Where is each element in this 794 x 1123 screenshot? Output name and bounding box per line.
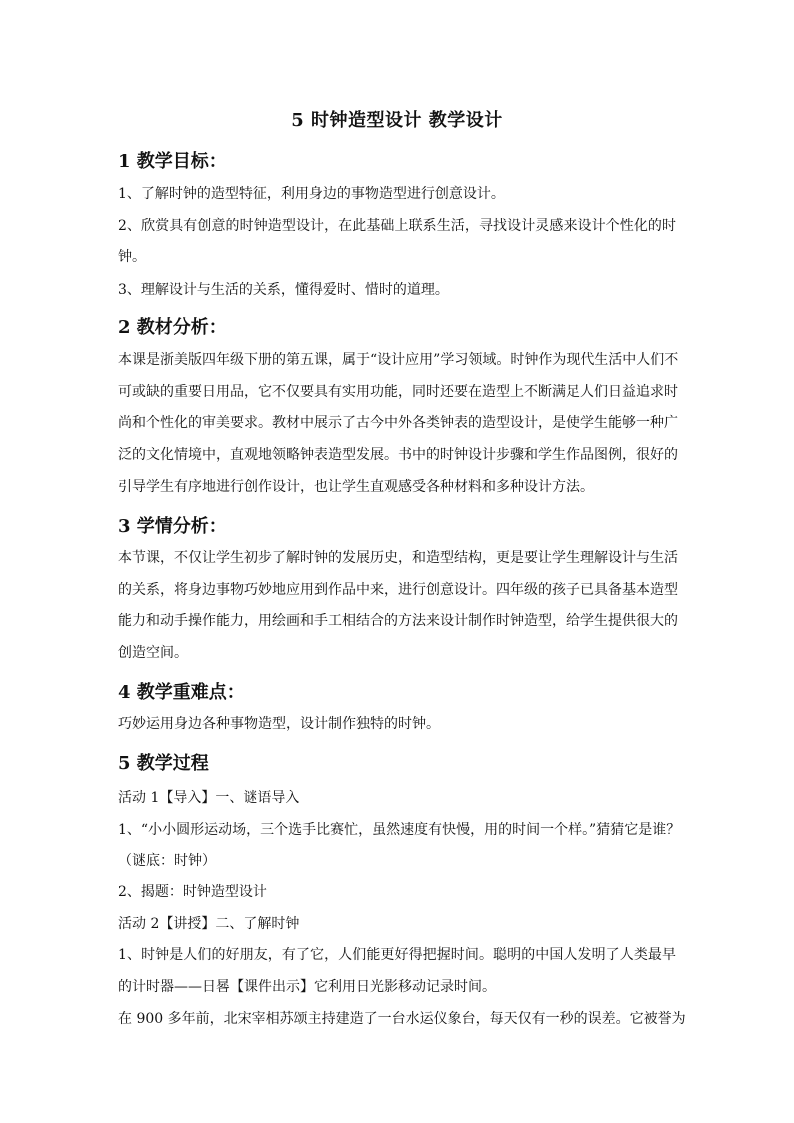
process-line-5: 活动 2【讲授】二、了解时钟 bbox=[118, 916, 300, 932]
students-line-4: 创造空间。 bbox=[118, 645, 188, 661]
process-line-2: 1、“小小圆形运动场，三个选手比赛忙，虽然速度有快慢，用的时间一个样。”猜猜它是谁？ bbox=[118, 822, 681, 838]
keypoints-line-1: 巧妙运用身边各种事物造型，设计制作独特的时钟。 bbox=[118, 716, 440, 732]
material-line-5: 引导学生有序地进行创作设计，也让学生直观感受各种材料和多种设计方法。 bbox=[118, 479, 594, 495]
process-line-4: 2、揭题：时钟造型设计 bbox=[118, 884, 267, 900]
process-line-6: 1、时钟是人们的好朋友，有了它，人们能更好得把握时间。聪明的中国人发明了人类最早 bbox=[118, 947, 676, 963]
process-line-7: 的计时器——日晷【课件出示】它利用日光影移动记录时间。 bbox=[118, 979, 496, 995]
goal-item-3: 3、理解设计与生活的关系，懂得爱时、惜时的道理。 bbox=[118, 282, 449, 298]
process-line-3: （谜底：时钟） bbox=[118, 853, 216, 869]
goal-item-2-cont: 钟。 bbox=[118, 249, 146, 265]
section-heading-keypoints: 4 教学重难点： bbox=[118, 682, 245, 703]
section-heading-students: 3 学情分析： bbox=[118, 516, 227, 537]
students-line-2: 的关系，将身边事物巧妙地应用到作品中来，进行创意设计。四年级的孩子已具备基本造型 bbox=[118, 582, 678, 598]
material-line-2: 可或缺的重要日用品，它不仅要具有实用功能，同时还要在造型上不断满足人们日益追求时 bbox=[118, 384, 678, 400]
students-line-3: 能力和动手操作能力，用绘画和手工相结合的方法来设计制作时钟造型，给学生提供很大的 bbox=[118, 613, 678, 629]
goal-item-1: 1、了解时钟的造型特征，利用身边的事物造型进行创意设计。 bbox=[118, 186, 505, 202]
students-line-1: 本节课，不仅让学生初步了解时钟的发展历史，和造型结构，更是要让学生理解设计与生活 bbox=[118, 550, 678, 566]
section-heading-goals: 1 教学目标： bbox=[118, 151, 227, 172]
process-line-1: 活动 1【导入】一、谜语导入 bbox=[118, 790, 300, 806]
material-line-4: 泛的文化情境中，直观地领略钟表造型发展。书中的时钟设计步骤和学生作品图例，很好的 bbox=[118, 447, 678, 463]
section-heading-process: 5 教学过程 bbox=[118, 753, 209, 774]
material-line-3: 尚和个性化的审美要求。教材中展示了古今中外各类钟表的造型设计，是使学生能够一种广 bbox=[118, 415, 678, 431]
material-line-1: 本课是浙美版四年级下册的第五课，属于“设计应用”学习领域。时钟作为现代生活中人们不 bbox=[118, 352, 679, 368]
section-heading-material: 2 教材分析： bbox=[118, 317, 227, 338]
document-title: 5 时钟造型设计 教学设计 bbox=[291, 110, 503, 131]
process-line-8: 在 900 多年前，北宋宰相苏颂主持建造了一台水运仪象台，每天仅有一秒的误差。它被誉为 bbox=[118, 1011, 686, 1027]
goal-item-2: 2、欣赏具有创意的时钟造型设计，在此基础上联系生活，寻找设计灵感来设计个性化的时 bbox=[118, 218, 676, 234]
